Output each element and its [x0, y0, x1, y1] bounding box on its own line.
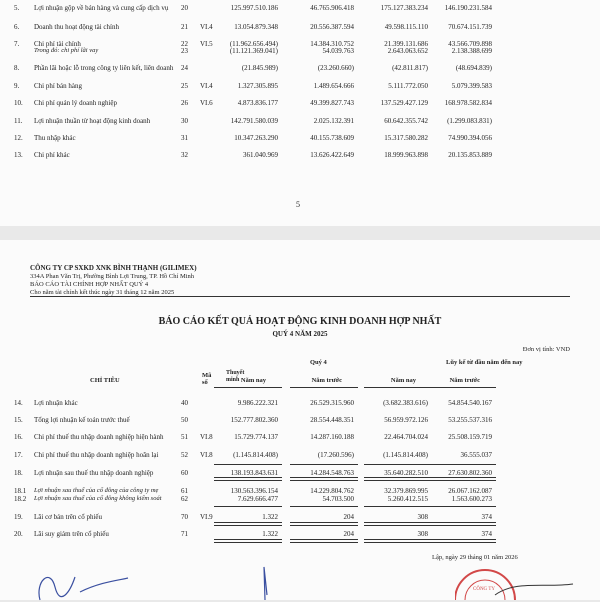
row-value: 20.556.387.594 [310, 23, 354, 31]
row-value: 14.384.310.752 [310, 40, 354, 48]
row-value: (48.694.839) [455, 64, 492, 72]
row-code: 22 [181, 40, 188, 48]
company-address: 334A Phan Văn Trị, Phường Bình Lợi Trung, TP. Hồ Chí Minh [30, 273, 195, 280]
row-value: 14.229.804.762 [310, 487, 354, 495]
row-code: 60 [181, 469, 188, 477]
row-label: Chi phí khác [34, 151, 70, 159]
row-value: 2.025.132.391 [313, 117, 354, 125]
table-row [0, 149, 600, 161]
row-number: 7. [14, 40, 20, 48]
row-value: 2.643.063.652 [387, 47, 428, 55]
row-value: 35.640.282.510 [384, 469, 428, 477]
row-value: (3.682.383.616) [383, 399, 428, 407]
header-group-ytd: Lũy kế từ đầu năm đến nay [446, 359, 523, 366]
total-rule [428, 506, 496, 507]
row-label: Lợi nhuận sau thuế thu nhập doanh nghiệp [34, 469, 154, 477]
row-value: 20.135.853.889 [448, 151, 492, 159]
row-number: 9. [14, 82, 20, 90]
table-row [0, 62, 600, 74]
row-code: 32 [181, 151, 188, 159]
row-code: 31 [181, 134, 188, 142]
row-number: 8. [14, 64, 20, 72]
page-number: 5 [296, 200, 300, 209]
row-label: Chi phí tài chính [34, 40, 81, 48]
row-value: (1.145.814.408) [383, 451, 428, 459]
row-code: 50 [181, 416, 188, 424]
row-code: 70 [181, 513, 188, 521]
total-rule [290, 506, 358, 507]
row-number: 11. [14, 117, 23, 125]
signature-preparer [30, 562, 130, 602]
row-label: Trong đó: chi phí lãi vay [34, 47, 99, 54]
row-value: 175.127.383.234 [380, 4, 428, 12]
row-value: 49.598.115.110 [384, 23, 428, 31]
row-value: 13.054.879.348 [234, 23, 278, 31]
row-note: VI.9 [200, 513, 213, 521]
row-value: 22.464.704.024 [384, 433, 428, 441]
total-rule [214, 387, 282, 388]
row-note: VI.8 [200, 451, 213, 459]
row-label: Lợi nhuận sau thuế của cổ đông của công ty mẹ [34, 487, 159, 494]
row-value: 54.854.540.167 [448, 399, 492, 407]
row-value: 18.999.963.898 [384, 151, 428, 159]
currency-unit: Đơn vị tính: VND [522, 346, 570, 353]
row-label: Lãi suy giảm trên cổ phiếu [34, 530, 109, 538]
page-previous [0, 0, 600, 226]
total-rule [428, 464, 496, 465]
row-value: 204 [343, 513, 354, 521]
row-value: 125.997.510.186 [230, 4, 278, 12]
row-value: 28.554.448.351 [310, 416, 354, 424]
table-row [0, 2, 600, 14]
row-code: 21 [181, 23, 188, 31]
row-value: 49.399.827.743 [310, 99, 354, 107]
header-item: CHỈ TIÊU [90, 377, 120, 384]
row-value: 60.642.355.742 [384, 117, 428, 125]
row-code: 52 [181, 451, 188, 459]
table-row [0, 449, 600, 461]
table-row [0, 397, 600, 409]
row-value: 374 [481, 513, 492, 521]
row-number: 6. [14, 23, 20, 31]
row-value: 43.566.709.898 [448, 40, 492, 48]
row-value: 5.260.412.515 [387, 495, 428, 503]
row-value: 46.765.906.418 [310, 4, 354, 12]
column-header: Năm trước [311, 377, 342, 384]
row-value: (1.299.083.831) [447, 117, 492, 125]
row-code: 25 [181, 82, 188, 90]
row-value: 54.039.763 [322, 47, 354, 55]
row-number: 10. [14, 99, 23, 107]
row-code: 71 [181, 530, 188, 538]
row-number: 18.1 [14, 487, 27, 495]
row-value: 137.529.427.129 [380, 99, 428, 107]
row-value: 15.729.774.137 [234, 433, 278, 441]
total-rule [214, 525, 282, 526]
header-note: Thuyết minh [226, 370, 245, 383]
row-note: VI.5 [200, 40, 213, 48]
row-code: 62 [181, 495, 188, 503]
row-label: Tổng lợi nhuận kế toán trước thuế [34, 416, 130, 424]
row-value: 142.791.580.039 [230, 117, 278, 125]
row-note: VI.6 [200, 99, 213, 107]
row-value: 1.563.600.273 [451, 495, 492, 503]
row-value: 4.873.836.177 [237, 99, 278, 107]
table-row [0, 21, 600, 33]
signature-accountant [250, 565, 280, 600]
row-code: 61 [181, 487, 188, 495]
row-number: 18. [14, 469, 23, 477]
row-value: 54.703.500 [322, 495, 354, 503]
row-value: 13.626.422.649 [310, 151, 354, 159]
row-number: 20. [14, 530, 23, 538]
header-divider [30, 296, 570, 297]
company-name: CÔNG TY CP SXKD XNK BÌNH THẠNH (GILIMEX) [30, 264, 197, 272]
header-group-quarter: Quý 4 [310, 359, 327, 366]
row-value: 152.777.802.360 [230, 416, 278, 424]
row-value: 74.990.394.056 [448, 134, 492, 142]
table-row [0, 132, 600, 144]
column-header: Năm trước [449, 377, 480, 384]
column-header: Năm nay [240, 377, 266, 384]
row-code: 26 [181, 99, 188, 107]
row-value: 10.347.263.290 [234, 134, 278, 142]
row-value: 138.193.843.631 [230, 469, 278, 477]
row-value: 15.317.580.282 [384, 134, 428, 142]
row-value: 146.190.231.584 [444, 4, 492, 12]
row-code: 20 [181, 4, 188, 12]
row-value: 21.399.131.686 [384, 40, 428, 48]
row-number: 16. [14, 433, 23, 441]
row-label: Lợi nhuận sau thuế của cổ đông không kiểm soát [34, 495, 162, 502]
table-row [0, 414, 600, 426]
row-value: 1.327.305.895 [237, 82, 278, 90]
row-note: VI.4 [200, 23, 213, 31]
row-value: 204 [343, 530, 354, 538]
row-value: 1.489.654.666 [313, 82, 354, 90]
row-number: 13. [14, 151, 23, 159]
row-value: 70.674.151.739 [448, 23, 492, 31]
row-label: Lợi nhuận thuần từ hoạt động kinh doanh [34, 117, 151, 125]
row-code: 23 [181, 47, 188, 55]
row-value: 1.322 [262, 513, 278, 521]
table-row [0, 80, 600, 92]
row-code: 30 [181, 117, 188, 125]
row-value: 2.138.388.699 [451, 47, 492, 55]
total-rule [428, 387, 496, 388]
row-number: 5. [14, 4, 20, 12]
row-number: 15. [14, 416, 23, 424]
report-name: BÁO CÁO TÀI CHÍNH HỢP NHẤT QUÝ 4 [30, 281, 149, 288]
row-value: (42.811.817) [392, 64, 428, 72]
table-row [0, 45, 600, 57]
row-value: 53.255.537.316 [448, 416, 492, 424]
row-label: Chi phí thuế thu nhập doanh nghiệp hiện hành [34, 433, 164, 441]
row-code: 40 [181, 399, 188, 407]
header-code: Mã số [202, 372, 212, 386]
table-row [0, 431, 600, 443]
row-value: (23.260.660) [317, 64, 354, 72]
row-code: 51 [181, 433, 188, 441]
row-label: Thu nhập khác [34, 134, 76, 142]
report-title: BÁO CÁO KẾT QUẢ HOẠT ĐỘNG KINH DOANH HỢP NHẤT [158, 316, 442, 327]
row-value: 26.529.315.960 [310, 399, 354, 407]
total-rule [364, 525, 432, 526]
row-value: 25.508.159.719 [448, 433, 492, 441]
row-number: 17. [14, 451, 23, 459]
row-value: 9.986.222.321 [237, 399, 278, 407]
company-stamp [455, 560, 575, 600]
total-rule [290, 387, 358, 388]
table-row [0, 528, 600, 540]
table-row [0, 467, 600, 479]
row-value: 130.563.396.154 [230, 487, 278, 495]
report-subtitle: QUÝ 4 NĂM 2025 [272, 330, 328, 338]
row-label: Lợi nhuận khác [34, 399, 78, 407]
row-number: 18.2 [14, 495, 27, 503]
row-value: 5.111.772.050 [388, 82, 428, 90]
row-value: (11.121.369.041) [229, 47, 278, 55]
row-value: 5.079.399.583 [451, 82, 492, 90]
row-value: 56.959.972.126 [384, 416, 428, 424]
row-value: (21.845.989) [241, 64, 278, 72]
row-value: 27.630.802.360 [448, 469, 492, 477]
row-label: Doanh thu hoạt động tài chính [34, 23, 119, 31]
row-value: 7.629.666.477 [237, 495, 278, 503]
row-value: 14.284.548.763 [310, 469, 354, 477]
row-number: 12. [14, 134, 23, 142]
row-value: (11.962.656.494) [229, 40, 278, 48]
row-value: 36.555.037 [460, 451, 492, 459]
total-rule [214, 506, 282, 507]
row-label: Lãi cơ bản trên cổ phiếu [34, 513, 103, 521]
table-row [0, 97, 600, 109]
total-rule [290, 464, 358, 465]
row-note: VI.4 [200, 82, 213, 90]
table-row [0, 511, 600, 523]
total-rule [364, 464, 432, 465]
row-value: 168.978.582.834 [444, 99, 492, 107]
row-number: 14. [14, 399, 23, 407]
row-value: 26.067.162.087 [448, 487, 492, 495]
page-current [0, 240, 600, 600]
total-rule [290, 525, 358, 526]
row-number: 19. [14, 513, 23, 521]
row-label: Lợi nhuận gộp về bán hàng và cung cấp dịch vụ [34, 4, 169, 12]
table-row [0, 115, 600, 127]
total-rule [364, 506, 432, 507]
stamp-text: CÔNG TY [473, 587, 495, 592]
row-note: VI.8 [200, 433, 213, 441]
total-rule [364, 387, 432, 388]
row-value: (1.145.814.408) [233, 451, 278, 459]
row-value: 374 [481, 530, 492, 538]
row-value: 308 [417, 513, 428, 521]
row-value: 361.040.969 [243, 151, 278, 159]
row-label: Chi phí bán hàng [34, 82, 83, 90]
row-value: 32.379.869.995 [384, 487, 428, 495]
row-value: (17.260.596) [317, 451, 354, 459]
total-rule [214, 464, 282, 465]
total-rule [428, 525, 496, 526]
row-value: 308 [417, 530, 428, 538]
row-label: Phần lãi hoặc lỗ trong công ty liên kết, liên doanh [34, 64, 174, 72]
row-label: Chi phí thuế thu nhập doanh nghiệp hoãn lại [34, 451, 159, 459]
date-line: Lập, ngày 29 tháng 01 năm 2026 [432, 554, 518, 561]
row-value: 40.155.738.609 [310, 134, 354, 142]
row-code: 24 [181, 64, 188, 72]
row-label: Chi phí quản lý doanh nghiệp [34, 99, 118, 107]
report-period: Cho năm tài chính kết thúc ngày 31 tháng 12 năm 2025 [30, 289, 175, 296]
table-row [0, 493, 600, 505]
row-value: 14.287.160.188 [310, 433, 354, 441]
row-value: 1.322 [262, 530, 278, 538]
column-header: Năm nay [390, 377, 416, 384]
